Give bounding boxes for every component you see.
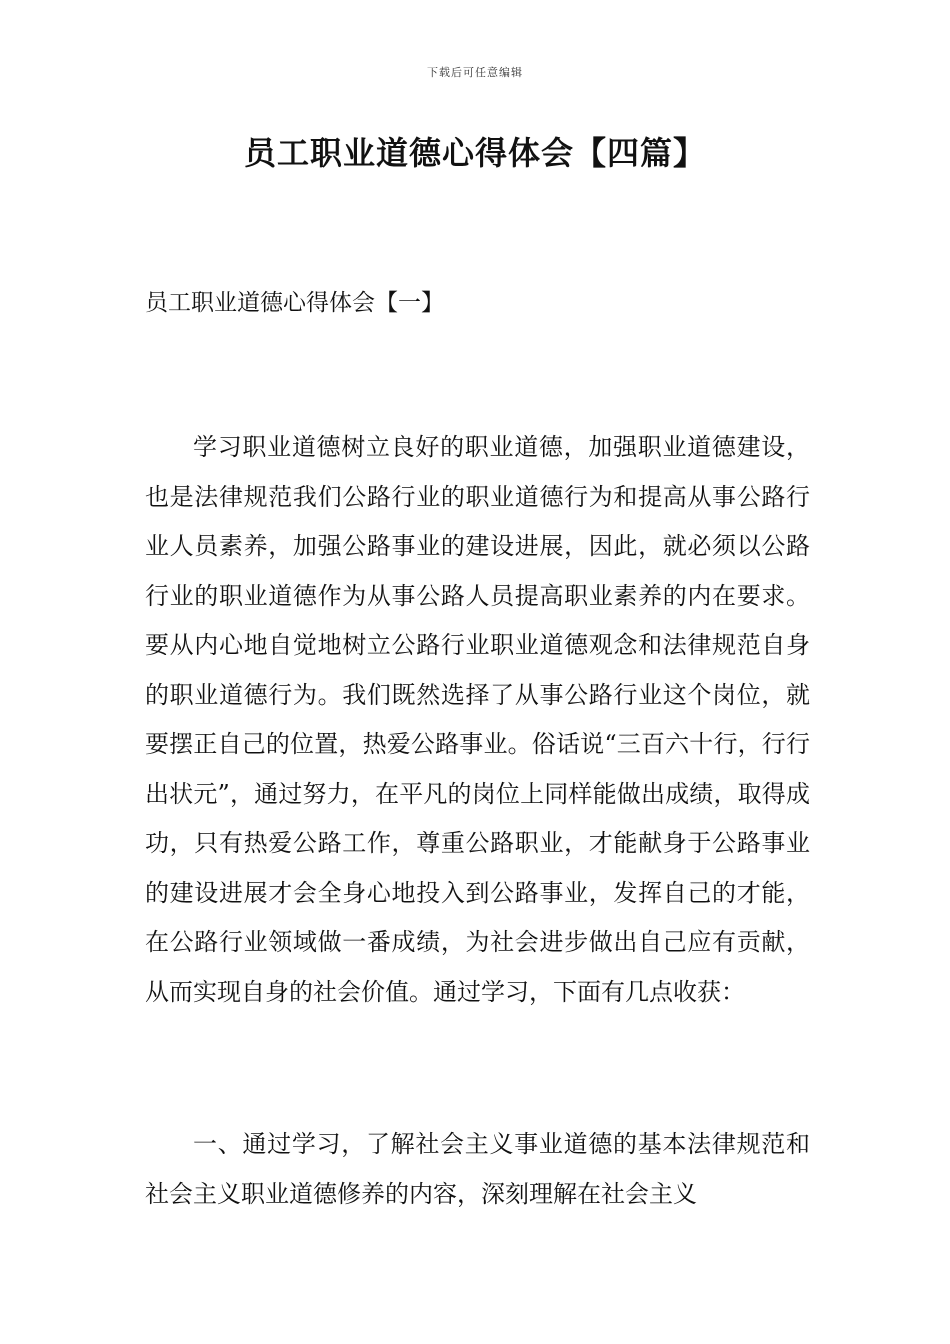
document-title: 员工职业道德心得体会【四篇】 — [243, 134, 706, 172]
body-paragraph-1: 学习职业道德树立良好的职业道德，加强职业道德建设，也是法律规范我们公路行业的职业道德行为和提高从事公路行业人员素养，加强公路事业的建设进展，因此，就必须以公路行业的职业道德作为从事公路人员提高职业素养的内在要求。要从内心地自觉地树立公路行业职业道德观念和法律规范自身的职业道德行为。我们既然选择了从事公路行业这个岗位，就要摆正自己的位置，热爱公路事业。俗话说“三百六十行，行行出状元”，通过努力，在平凡的岗位上同样能做出成绩，取得成功，只有热爱公路工作，尊重公路职业，才能献身于公路事业的建设进展才会全身心地投入到公路事业，发挥自己的才能，在公路行业领域做一番成绩，为社会进步做出自己应有贡献，从而实现自身的社会价值。通过学习，下面有几点收获： — [145, 433, 810, 1006]
header-note: 下载后可任意编辑 — [427, 66, 523, 79]
section-heading: 员工职业道德心得体会【一】 — [145, 290, 444, 316]
body-paragraph-2: 一、通过学习，了解社会主义事业道德的基本法律规范和社会主义职业道德修养的内容，深刻理解在社会主义 — [145, 1130, 810, 1208]
